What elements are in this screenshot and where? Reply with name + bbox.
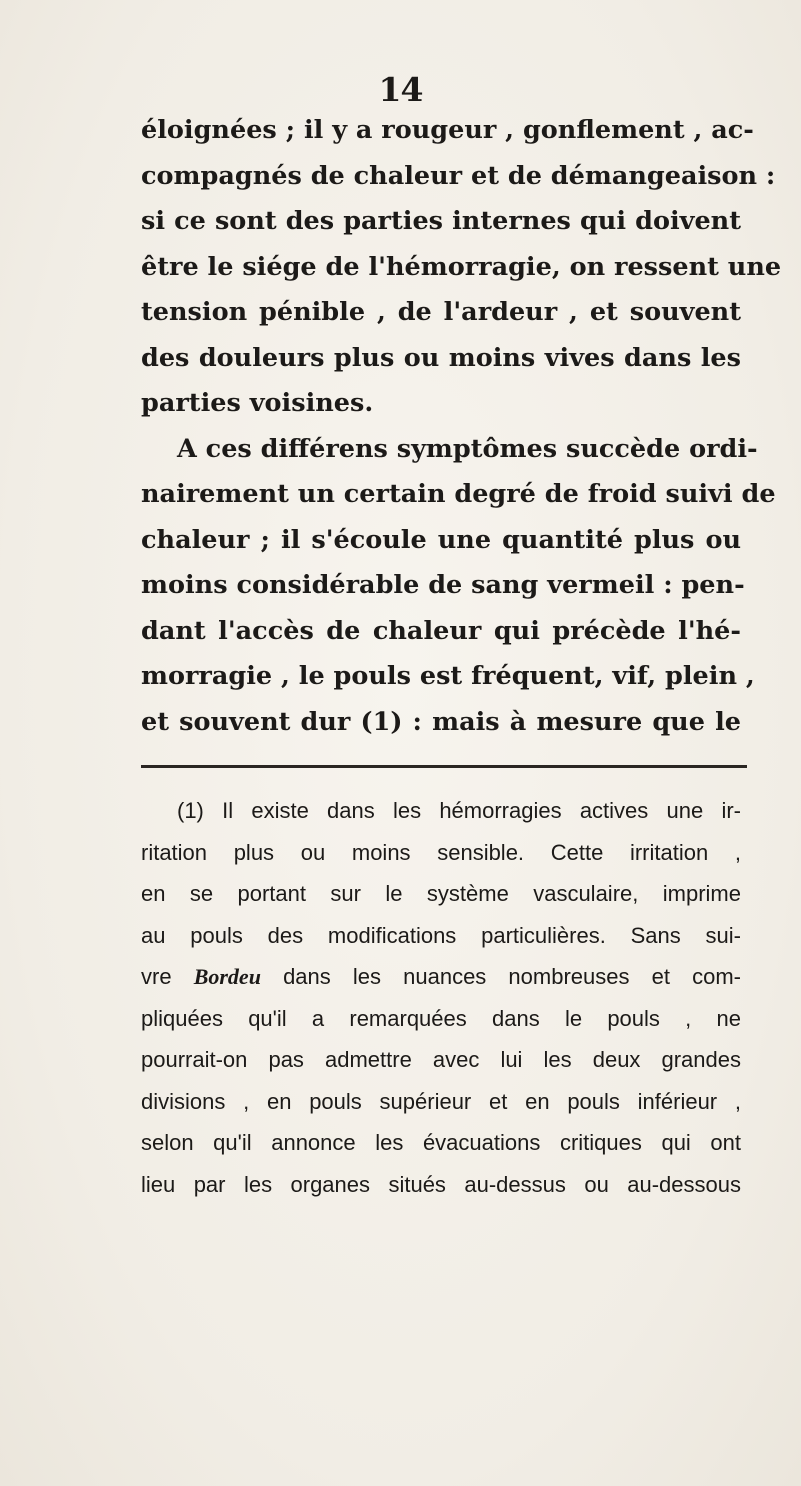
footnote-line-prefix: vre <box>141 964 172 989</box>
footnote <box>141 790 741 1205</box>
body-line: des douleurs plus ou moins vives dans les <box>141 342 741 373</box>
footnote-line-with-author <box>141 956 741 998</box>
footnote-line: ritation plus ou moins sensible. Cette irritation , <box>141 839 741 865</box>
footnote-line: pliquées qu'il a remarquées dans le pouls , ne <box>141 1005 741 1031</box>
footnote-line: pourrait-on pas admettre avec lui les deux grandes <box>141 1047 741 1072</box>
footnote-line: lieu par les organes situés au-dessus ou au-dessous <box>141 1171 741 1197</box>
footnote-line: divisions , en pouls supérieur et en pouls inférieur , <box>141 1088 741 1114</box>
body-line: si ce sont des parties internes qui doivent <box>141 206 741 236</box>
body-line: éloignées ; il y a rougeur , gonflement , ac- <box>141 115 754 145</box>
footnote-line: (1) Il existe dans les hémorragies actives une ir- <box>177 798 741 823</box>
footnote-line: en se portant sur le système vasculaire, imprime <box>141 881 741 906</box>
body-line: être le siége de l'hémorragie, on ressent une <box>141 251 782 282</box>
body-line: tension pénible , de l'ardeur , et souvent <box>141 297 741 327</box>
body-line: chaleur ; il s'écoule une quantité plus ou <box>141 524 741 555</box>
page-number: 14 <box>378 70 423 109</box>
footnote-line: au pouls des modifications particulières. Sans sui- <box>141 922 741 948</box>
author-name: Bordeu <box>193 964 261 989</box>
body-line: parties voisines. <box>141 388 374 418</box>
body-line: et souvent dur (1) : mais à mesure que le <box>141 706 741 737</box>
body-line: dant l'accès de chaleur qui précède l'hé- <box>141 615 741 646</box>
footnote-separator-rule <box>141 765 747 768</box>
body-line: A ces différens symptômes succède ordi- <box>177 433 758 464</box>
body-line: nairement un certain degré de froid suivi de <box>141 479 776 509</box>
footnote-line: selon qu'il annonce les évacuations critiques qui ont <box>141 1130 741 1155</box>
body-line: compagnés de chaleur et de démangeaison : <box>141 160 776 191</box>
body-line: moins considérable de sang vermeil : pen- <box>141 570 745 600</box>
body-line: morragie , le pouls est fréquent, vif, plein , <box>141 661 755 691</box>
body-text <box>141 108 782 745</box>
footnote-line-rest: dans les nuances nombreuses et com- <box>283 964 741 989</box>
